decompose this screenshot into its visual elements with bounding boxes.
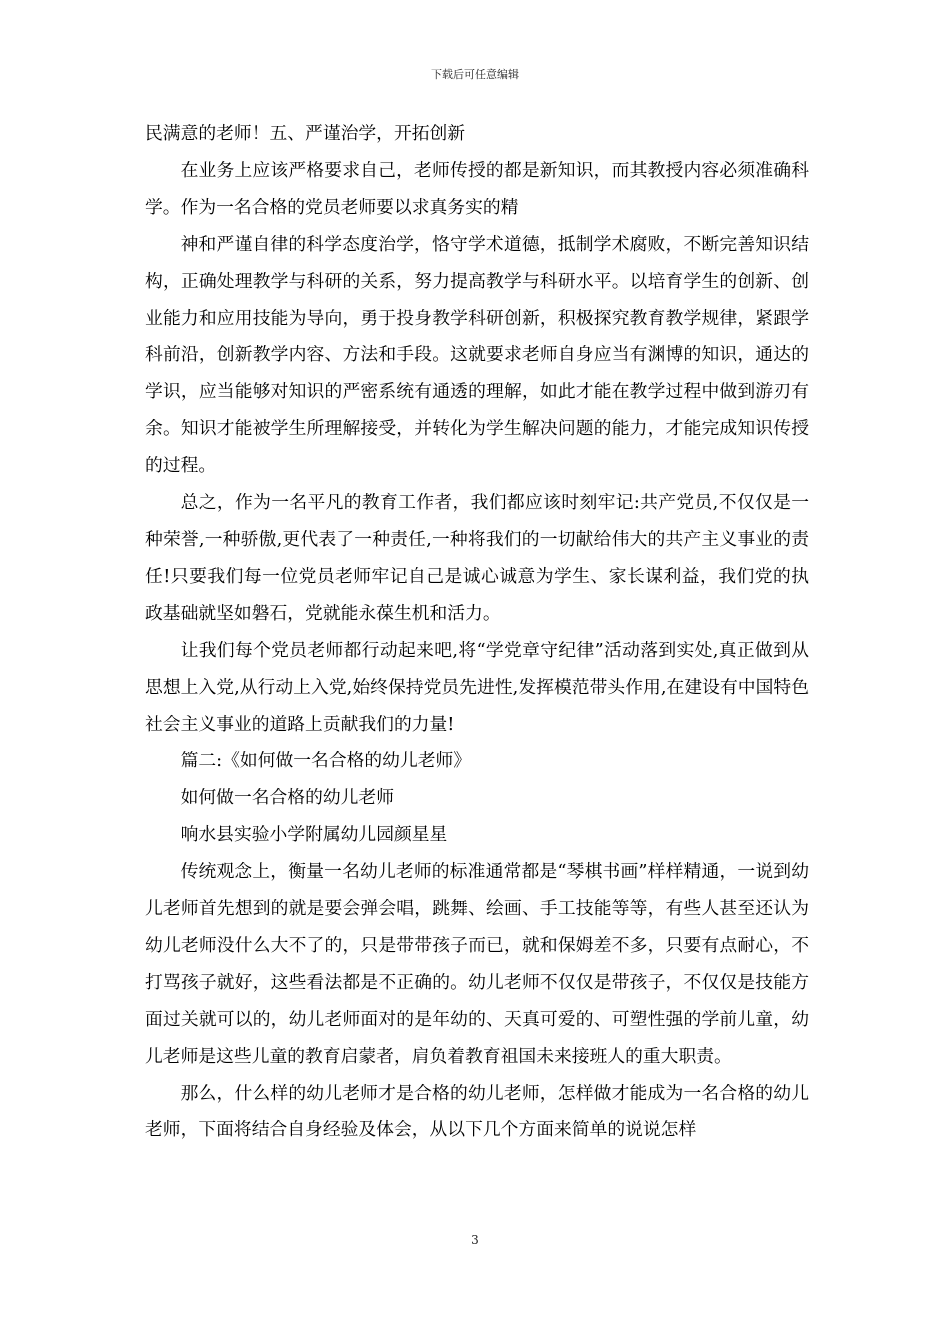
author-line: 响水县实验小学附属幼儿园颜星星 — [180, 824, 448, 846]
paragraph: 民满意的老师！五、严谨治学，开拓创新 — [145, 123, 466, 144]
paragraph: 让我们每个党员老师都行动起来吧,将“学党章守纪律”活动落到实处,真正做到从思想上入党,从行动上入党,始终保持党员先进性,发挥模范带头作用,在建设有中国特色社会主义事业的道路上贡献我们的力量! — [145, 639, 809, 735]
paragraph: 神和严谨自律的科学态度治学，恪守学术道德，抵制学术腐败，不断完善知识结构，正确处理教学与科研的关系，努力提高教学与科研水平。以培育学生的创新、创业能力和应用技能为导向，勇于投身教学科研创新，积极探究教育教学规律，紧跟学科前沿，创新教学内容、方法和手段。这就要求老师自身应当有渊博的知识，通达的学识，应当能够对知识的严密系统有通透的理解，如此才能在教学过程中做到游刃有余。知识才能被学生所理解接受，并转化为学生解决问题的能力，才能完成知识传授的过程。 — [145, 233, 809, 477]
page-number: 3 — [471, 1233, 479, 1247]
paragraph: 总之，作为一名平凡的教育工作者，我们都应该时刻牢记:共产党员,不仅仅是一种荣誉,一种骄傲,更代表了一种责任,一种将我们的一切献给伟大的共产主义事业的责任!只要我们每一位党员老师牢记自己是诚心诚意为学生、家长谋利益，我们党的执政基础就坚如磐石，党就能永葆生机和活力。 — [145, 492, 809, 624]
article-title: 如何做一名合格的幼儿老师 — [180, 787, 394, 809]
page-header: 下载后可任意编辑 — [431, 68, 519, 81]
body-text — [145, 116, 809, 1149]
paragraph: 在业务上应该严格要求自己，老师传授的都是新知识，而其教授内容必须准确科学。作为一名合格的党员老师要以求真务实的精 — [145, 159, 809, 218]
paragraph: 那么，什么样的幼儿老师才是合格的幼儿老师，怎样做才能成为一名合格的幼儿老师，下面将结合自身经验及体会，从以下几个方面来简单的说说怎样 — [145, 1082, 809, 1141]
paragraph: 传统观念上，衡量一名幼儿老师的标准通常都是“琴棋书画”样样精通，一说到幼儿老师首先想到的就是要会弹会唱，跳舞、绘画、手工技能等等，有些人甚至还认为幼儿老师没什么大不了的，只是带带孩子而已，就和保姆差不多，只要有点耐心，不打骂孩子就好，这些看法都是不正确的。幼儿老师不仅仅是带孩子，不仅仅是技能方面过关就可以的，幼儿老师面对的是年幼的、天真可爱的、可塑性强的学前儿童，幼儿老师是这些儿童的教育启蒙者，肩负着教育祖国未来接班人的重大职责。 — [145, 861, 809, 1067]
section-title: 篇二:《如何做一名合格的幼儿老师》 — [180, 750, 472, 772]
